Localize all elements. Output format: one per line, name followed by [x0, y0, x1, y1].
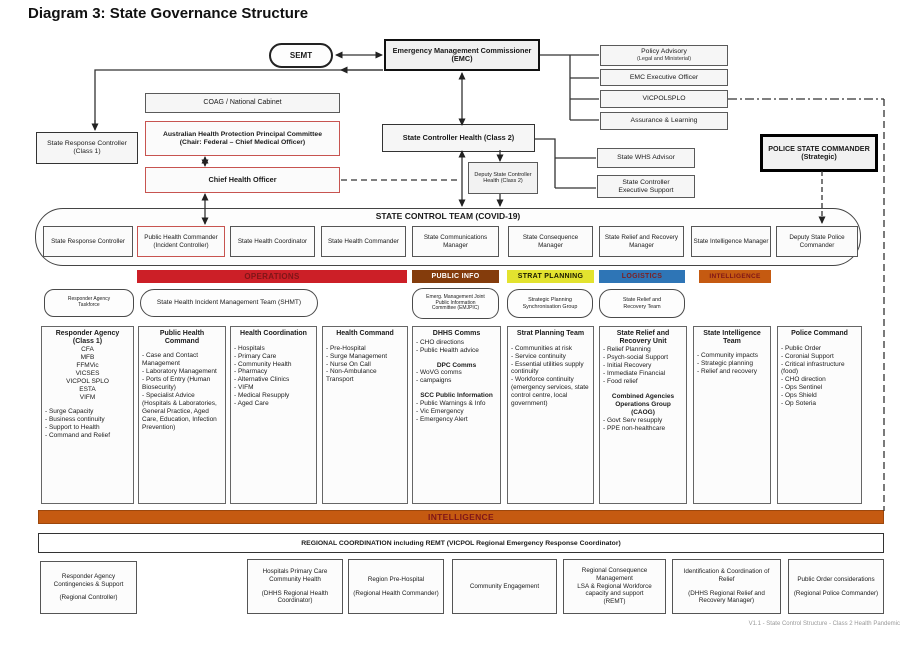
text-line: State Health Incident Management Team (SHMT)	[156, 299, 302, 307]
list-item: - Primary Care	[234, 352, 277, 360]
ahppc-box	[145, 121, 340, 156]
list-item: - Public Order	[781, 344, 822, 352]
list-item: - Ports of Entry (Human Biosecurity)	[142, 376, 211, 392]
coag-national-cabinet-box	[145, 93, 340, 113]
list-item: - Essential utilities supply continuity	[511, 360, 584, 376]
text-line: Australian Health Protection Principal Committee	[162, 130, 322, 138]
list-item: - Pharmacy	[234, 368, 268, 376]
list-item: - Nurse On Call	[326, 360, 371, 368]
regional-box-regional-consequence-management	[563, 559, 666, 614]
column-title: DHHS Comms	[432, 330, 481, 337]
sct-member-state-communications-manager: State Communications Manager	[412, 226, 499, 257]
text-line: State Relief and	[622, 297, 662, 304]
state-whs-advisor-box	[597, 148, 695, 168]
spacer	[416, 385, 497, 391]
list-item: - Coronial Support	[781, 352, 834, 360]
regional-box-identification-coordination-relief	[672, 559, 781, 614]
spacer	[416, 355, 497, 361]
coag-label: COAG / National Cabinet	[203, 98, 282, 106]
list-item: - Command and Relief	[45, 431, 111, 439]
text-line: (EMC)	[451, 54, 473, 63]
text-line: (DHHS Regional Health Coordinator)	[261, 589, 329, 605]
column-health-coordination	[230, 326, 317, 504]
text-line: Executive Support	[618, 186, 674, 194]
list-item: - Ops Shield	[781, 392, 817, 400]
assurance-learning-box	[600, 112, 728, 130]
column-body	[603, 346, 683, 432]
text-line: (Regional Health Commander)	[353, 589, 439, 597]
intelligence-band-large: INTELLIGENCE	[38, 510, 884, 524]
regional-box-hospitals-primary-care	[247, 559, 343, 614]
list-item: - Public Health advice	[416, 346, 479, 354]
text-line: State Response Controller	[47, 140, 127, 148]
text-line: VICSES	[75, 370, 100, 378]
column-body	[781, 339, 858, 408]
text-line: (Regional Police Commander)	[793, 589, 879, 597]
emc-executive-officer-box	[600, 69, 728, 86]
column-body	[45, 346, 130, 439]
vicpol-splo-box	[600, 90, 728, 108]
text-line: Health (Class 2)	[483, 178, 523, 184]
cho-label: Chief Health Officer	[208, 174, 277, 184]
list-item: - CHO direction	[781, 376, 826, 384]
text-line: Strategic Planning	[528, 297, 572, 304]
list-item: - CHO directions	[416, 338, 465, 346]
list-item: - Vic Emergency	[416, 408, 464, 416]
subheading: Combined Agencies Operations Group (CAOG)	[611, 392, 675, 416]
emc-box	[384, 39, 540, 71]
text-line: Assurance & Learning	[630, 117, 698, 125]
column-title: State Relief and Recovery Unit	[616, 330, 670, 345]
list-item: - Food relief	[603, 378, 638, 386]
subheading: SCC Public Information	[420, 392, 493, 400]
text-line: Responder Agency	[67, 296, 111, 303]
text-line: Public Information	[435, 299, 476, 306]
text-line: Taskforce	[78, 302, 100, 308]
text-line: Responder Agency Contingencies & Support	[53, 572, 124, 588]
text-line: POLICE STATE COMMANDER	[768, 143, 870, 153]
column-police-command	[777, 326, 862, 504]
whs-label: State WHS Advisor	[617, 154, 675, 162]
column-title: State Intelligence Team	[703, 330, 761, 345]
column-state-intelligence-team	[693, 326, 771, 504]
operations-band: OPERATIONS	[137, 270, 407, 283]
list-item: - Medical Resupply	[234, 392, 290, 400]
list-item: - Relief and recovery	[697, 368, 757, 376]
column-body	[416, 339, 497, 424]
sct-member-state-health-coordinator: State Health Coordinator	[230, 226, 315, 257]
list-item: - Govt Serv resupply	[603, 416, 663, 424]
text-line: (Chair: Federal – Chief Medical Officer)	[179, 138, 306, 146]
version-footnote: V1.1 - State Control Structure - Class 2 Health Pandemic	[748, 621, 900, 627]
column-responder-agency	[41, 326, 134, 504]
text-line: Identification & Coordination of Relief	[683, 567, 770, 583]
list-item: - Psych-social Support	[603, 354, 669, 362]
list-item: - VIFM	[234, 384, 254, 392]
state-response-controller-box	[36, 132, 138, 164]
list-item: - Public Warnings & Info	[416, 400, 486, 408]
list-item: - Hospitals	[234, 344, 265, 352]
text-line: VICPOLSPLO	[642, 95, 686, 103]
list-item: - Communities at risk	[511, 344, 573, 352]
intelligence-band-small: INTELLIGENCE	[699, 270, 771, 283]
list-item: - Relief Planning	[603, 346, 651, 354]
list-item: - Surge Capacity	[45, 407, 94, 415]
state-controller-executive-support-box	[597, 175, 695, 198]
text-line: Community Engagement	[469, 582, 540, 590]
text-line: Recovery Team	[623, 303, 661, 310]
text-line: Emerg. Management Joint	[426, 293, 485, 300]
regional-box-region-pre-hospital	[348, 559, 444, 614]
text-line: FFMVic	[76, 362, 99, 370]
list-item: - WoVG comms	[416, 369, 462, 377]
state-control-team-title: STATE CONTROL TEAM (COVID-19)	[375, 211, 521, 221]
column-body	[511, 339, 590, 408]
logistics-band: LOGISTICS	[599, 270, 685, 283]
column-strat-planning-team	[507, 326, 594, 504]
list-item: - Community Health	[234, 360, 292, 368]
text-line: Deputy State Controller	[474, 171, 532, 178]
text-line: ESTA	[79, 385, 96, 393]
policy-advisory-box	[600, 45, 728, 66]
list-item: - Pre-Hospital	[326, 344, 366, 352]
list-item: - Case and Contact Management	[142, 352, 199, 368]
list-item: - Community impacts	[697, 352, 759, 360]
list-item: - Ops Sentinel	[781, 384, 823, 392]
list-item: - Strategic planning	[697, 360, 754, 368]
text-line: (DHHS Regional Relief and Recovery Manager)	[688, 589, 765, 605]
column-body	[326, 339, 404, 385]
text-line: EMC Executive Officer	[629, 73, 699, 81]
text-line: (Class 1)	[73, 148, 101, 155]
list-item: - Aged Care	[234, 400, 269, 408]
column-public-health-command	[138, 326, 226, 504]
list-item: - Surge Management	[326, 352, 388, 360]
text-line: CFA	[81, 346, 94, 354]
column-title: Responder Agency (Class 1)	[55, 330, 120, 345]
column-title: Health Coordination	[240, 330, 307, 337]
column-title: Strat Planning Team	[516, 330, 585, 337]
regional-box-community-engagement	[452, 559, 557, 614]
column-health-command	[322, 326, 408, 504]
column-body	[234, 339, 313, 408]
regional-box-responder-agency	[40, 561, 137, 614]
responder-agency-taskforce-oval	[44, 289, 134, 317]
spacer	[603, 386, 683, 392]
text-line: Public Order considerations	[797, 575, 875, 583]
list-item: - Critical infrastructure (food)	[781, 360, 845, 376]
state-controller-health-box	[382, 124, 535, 152]
state-relief-recovery-team-oval	[599, 289, 685, 318]
text-line: VIFM	[79, 393, 96, 401]
shmt-oval	[140, 289, 318, 317]
sct-member-state-intelligence-manager: State Intelligence Manager	[691, 226, 771, 257]
column-comms	[412, 326, 501, 504]
semt-label: SEMT	[289, 50, 313, 60]
police-state-commander-box	[760, 134, 878, 172]
text-line: State Controller	[622, 178, 670, 186]
text-line: MFB	[80, 354, 95, 362]
column-title: Health Command	[336, 330, 394, 337]
list-item: - Business continuity	[45, 415, 105, 423]
text-line: (Legal and Ministerial)	[636, 56, 692, 63]
text-line: Policy Advisory	[641, 48, 687, 56]
list-item: - Initial Recovery	[603, 362, 652, 370]
list-item: - PPE non-healthcare	[603, 424, 666, 432]
list-item: - Immediate Financial	[603, 370, 666, 378]
chief-health-officer-box	[145, 167, 340, 193]
text-line: Committee (EMJPIC)	[431, 305, 480, 312]
list-item: - Service continuity	[511, 352, 566, 360]
list-item: - Op Soteria	[781, 400, 817, 408]
sct-member-state-consequence-manager: State Consequence Manager	[508, 226, 593, 257]
text-line: Region Pre-Hospital	[367, 575, 425, 583]
text-line: Synchronisation Group	[522, 303, 578, 310]
text-line: (Regional Controller)	[59, 594, 118, 602]
text-line: (Strategic)	[801, 152, 837, 161]
list-item: - Specialist Advice (Hospitals & Laboratories, General Practice, Aged Care, Education, Infection Prevention)	[142, 391, 217, 431]
list-item: - Emergency Alert	[416, 416, 468, 424]
text-line: (REMT)	[603, 598, 626, 606]
strategic-planning-synchronisation-group-oval	[507, 289, 593, 318]
sct-member-state-relief-recovery-manager: State Relief and Recovery Manager	[599, 226, 684, 257]
list-item: - Non-Ambulance Transport	[326, 368, 377, 384]
regional-coordination-band: REGIONAL COORDINATION including REMT (VICPOL Regional Emergency Response Coordinator)	[38, 533, 884, 553]
regional-box-public-order	[788, 559, 884, 614]
sct-member-public-health-commander: Public Health Commander (Incident Controller)	[137, 226, 225, 257]
sch-label: State Controller Health (Class 2)	[402, 132, 515, 142]
semt-oval	[269, 43, 333, 68]
public-info-band: PUBLIC INFO	[412, 270, 499, 283]
emjpic-oval	[412, 288, 499, 319]
text-line: Emergency Management Commissioner	[392, 45, 532, 55]
column-body	[142, 346, 222, 431]
column-state-relief-recovery-unit	[599, 326, 687, 504]
column-body	[697, 346, 767, 376]
text-line: LSA & Regional Workforce capacity and support	[577, 582, 652, 598]
deputy-state-controller-health-box	[468, 162, 538, 194]
text-line: Hospitals Primary Care Community Health	[262, 567, 328, 583]
sct-member-state-response-controller: State Response Controller	[43, 226, 133, 257]
text-line: VICPOL SPLO	[66, 378, 109, 386]
column-title: Police Command	[791, 330, 848, 337]
list-item: - Alternative Clinics	[234, 376, 290, 384]
strat-planning-band: STRAT PLANNING	[507, 270, 594, 283]
sct-member-state-health-commander: State Health Commander	[321, 226, 406, 257]
text-line: Regional Consequence Management	[581, 566, 648, 582]
sct-member-deputy-state-police-commander: Deputy State Police Commander	[776, 226, 858, 257]
subheading: DPC Comms	[436, 361, 477, 369]
list-item: - Laboratory Management	[142, 368, 217, 376]
column-title: Public Health Command	[159, 330, 205, 345]
list-item: - Support to Health	[45, 423, 100, 431]
diagram-title: Diagram 3: State Governance Structure	[28, 5, 309, 22]
list-item: - Workforce continuity (emergency services, state control centre, local government)	[511, 376, 589, 408]
list-item: - campaigns	[416, 377, 452, 385]
